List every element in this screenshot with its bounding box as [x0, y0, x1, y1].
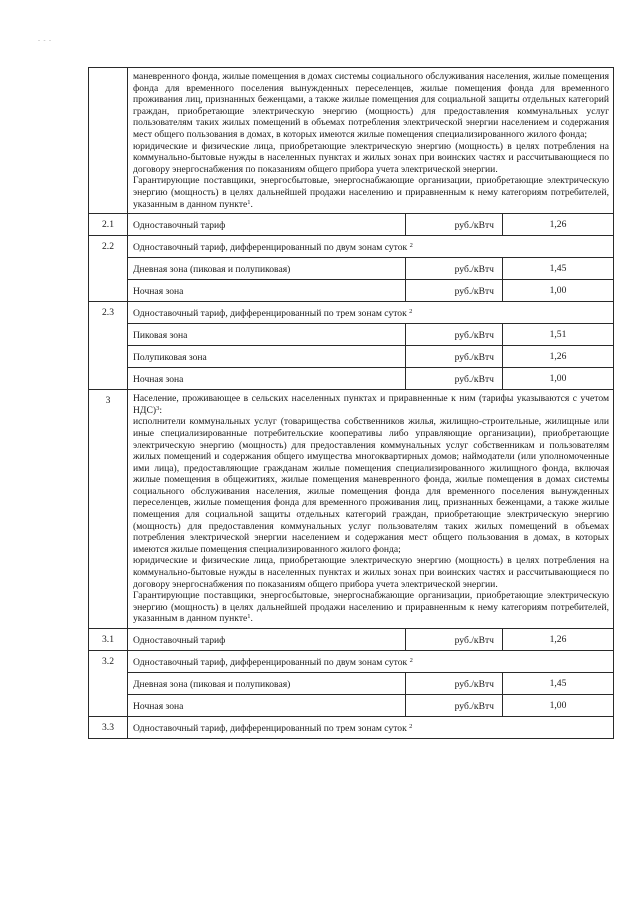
- paragraph: исполнители коммунальных услуг (товарищества собственников жилья, жилищно-строительные, жилищные или иные специализированные потребительские кооперативы либо управляющие организации), приобретающие электрическую энергию (мощность) для предоставления коммунальных услуг собственникам и пользователям жилых помещений и содержания общего имущества многоквартирных домов; наймодатели (или уполномоченные ими лица), предоставляющие гражданам жилые помещения специализированного жилищного фонда, включая жилые помещения в общежитиях, жилые помещения маневренного фонда, жилые помещения в домах системы социального обслуживания населения, жилые помещения фонда для временного поселения вынужденных переселенцев, жилые помещения фонда для временного проживания лиц, признанных беженцами, а также жилые помещения для социальной защиты отдельных категорий граждан, приобретающие электрическую энергию (мощность) для предоставления коммунальных услуг пользователям таких жилых помещений в объемах потребления электрической энергии населением и содержания мест общего пользования в домах, в которых имеются жилые помещения специализированного жилого фонда;: [133, 416, 610, 555]
- value-cell: 1,00: [503, 368, 614, 390]
- paragraph: юридические и физические лица, приобретающие электрическую энергию (мощность) в целях потребления на коммунально-бытовые нужды в населенных пунктах и жилых зонах при воинских частях и рассчитывающиеся по договору энергоснабжения по показаниям общего прибора учета электрической энергии.: [133, 140, 610, 175]
- unit-cell: руб./кВтч: [406, 324, 503, 346]
- unit-cell: руб./кВтч: [406, 695, 503, 717]
- footnote-mark: 2: [409, 308, 413, 316]
- tariff-label-text: Одноставочный тариф, дифференцированный по двум зонам суток: [133, 242, 408, 254]
- value-cell: 1,45: [503, 258, 614, 280]
- paragraph: [133, 175, 609, 210]
- row-number: 2.3: [89, 302, 128, 390]
- page-corner-mark: - - -: [38, 38, 52, 44]
- value-cell: 1,00: [503, 695, 614, 717]
- value-cell: 1,26: [503, 346, 614, 368]
- table-row: [89, 280, 614, 302]
- footnote-mark: 3: [156, 404, 160, 412]
- value-cell: 1,26: [503, 629, 614, 651]
- description-cell: [128, 68, 614, 214]
- paragraph-text: Гарантирующие поставщики, энергосбытовые, энергоснабжающие организации, приобретающие электрическую энергию (мощность) в целях дальнейшей продажи населению и приравненным к нему категориям потребителей, указанным в данном пункте: [133, 590, 610, 625]
- table-row: [89, 368, 614, 390]
- table-row-continuation: [89, 68, 614, 214]
- table-row: [89, 673, 614, 695]
- tariff-label: Полупиковая зона: [128, 346, 406, 368]
- paragraph: [133, 590, 609, 625]
- description-cell: [128, 390, 614, 629]
- unit-cell: руб./кВтч: [406, 346, 503, 368]
- unit-cell: руб./кВтч: [406, 368, 503, 390]
- value-cell: 1,51: [503, 324, 614, 346]
- tariff-label: Ночная зона: [128, 695, 406, 717]
- tariff-label-text: Одноставочный тариф, дифференцированный по трем зонам суток: [133, 723, 407, 734]
- table-row: [89, 258, 614, 280]
- paragraph-end: .: [250, 198, 253, 210]
- row-number: 2.2: [89, 236, 128, 302]
- paragraph-end: .: [250, 613, 253, 625]
- table-row: [89, 346, 614, 368]
- row-number: 3.2: [89, 651, 128, 717]
- tariff-label: [128, 302, 614, 324]
- unit-cell: руб./кВтч: [406, 214, 503, 236]
- unit-cell: руб./кВтч: [406, 629, 503, 651]
- section-heading: [133, 393, 609, 416]
- paragraph: маневренного фонда, жилые помещения в домах системы социального обслуживания населения, жилые помещения фонда для временного поселения вынужденных переселенцев, жилые помещения фонда для временного проживания лиц, признанных беженцами, а также жилые помещения для социальной защиты отдельных категорий граждан, приобретающие электрическую энергию (мощность) для предоставления коммунальных услуг пользователям таких жилых помещений в объемах потребления электрической энергии населением и содержания мест общего пользования в домах, в которых имеются жилые помещения специализированного жилого фонда;: [133, 71, 610, 140]
- footnote-mark: 1: [247, 613, 251, 621]
- tariff-label: Дневная зона (пиковая и полупиковая): [128, 673, 406, 695]
- row-number-cell: [89, 68, 128, 214]
- footnote-mark: 1: [247, 198, 251, 206]
- unit-cell: руб./кВтч: [406, 280, 503, 302]
- table-row: [89, 236, 614, 258]
- unit-cell: руб./кВтч: [406, 258, 503, 280]
- table-row: [89, 651, 614, 673]
- tariff-label: [128, 651, 614, 673]
- tariff-table: [88, 67, 614, 739]
- heading-end: :: [159, 404, 162, 416]
- tariff-label: Дневная зона (пиковая и полупиковая): [128, 258, 406, 280]
- table-row: [89, 717, 614, 739]
- row-number: 2.1: [89, 214, 128, 236]
- table-row-section-3: [89, 390, 614, 629]
- value-cell: 1,00: [503, 280, 614, 302]
- table-row: [89, 629, 614, 651]
- tariff-label: Одноставочный тариф: [128, 629, 406, 651]
- tariff-label: Одноставочный тариф: [128, 214, 406, 236]
- table-row: [89, 302, 614, 324]
- tariff-label-text: Одноставочный тариф, дифференцированный по трем зонам суток: [133, 308, 407, 320]
- tariff-label: [128, 717, 614, 739]
- table-row: [89, 214, 614, 236]
- row-number: 3: [89, 390, 128, 629]
- footnote-mark: 2: [409, 723, 413, 730]
- row-number: 3.3: [89, 717, 128, 739]
- table-row: [89, 695, 614, 717]
- footnote-mark: 2: [409, 657, 413, 664]
- paragraph-text: Гарантирующие поставщики, энергосбытовые, энергоснабжающие организации, приобретающие электрическую энергию (мощность) в целях дальнейшей продажи населению и приравненным к нему категориям потребителей, указанным в данном пункте: [133, 175, 610, 210]
- table-row: [89, 324, 614, 346]
- value-cell: 1,26: [503, 214, 614, 236]
- tariff-label: Пиковая зона: [128, 324, 406, 346]
- value-cell: 1,45: [503, 673, 614, 695]
- section-heading-text: Население, проживающее в сельских населенных пунктах и приравненные к ним (тарифы указываются с учетом НДС): [133, 393, 610, 416]
- tariff-label-text: Одноставочный тариф, дифференцированный по двум зонам суток: [133, 657, 408, 668]
- row-number: 3.1: [89, 629, 128, 651]
- unit-cell: руб./кВтч: [406, 673, 503, 695]
- paragraph: юридические и физические лица, приобретающие электрическую энергию (мощность) в целях потребления на коммунально-бытовые нужды в населенных пунктах и жилых зонах при воинских частях и рассчитывающиеся по договору энергоснабжения по показаниям общего прибора учета электрической энергии.: [133, 555, 610, 590]
- tariff-label: [128, 236, 614, 258]
- tariff-label: Ночная зона: [128, 368, 406, 390]
- footnote-mark: 2: [409, 242, 413, 250]
- tariff-label: Ночная зона: [128, 280, 406, 302]
